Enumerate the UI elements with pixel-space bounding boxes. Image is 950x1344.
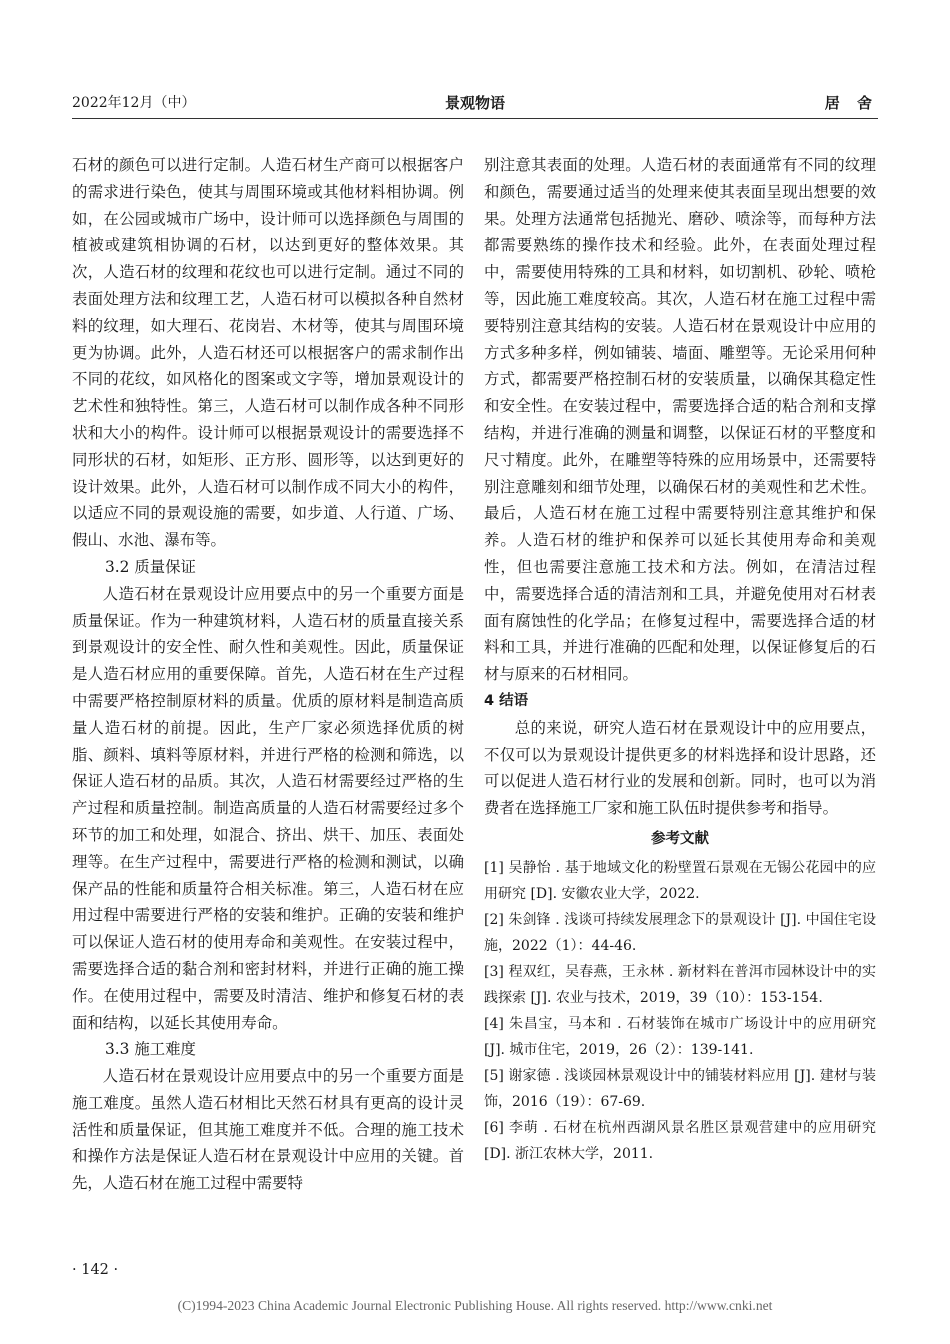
journal-title: 景观物语 bbox=[444, 94, 505, 112]
reference-item: [2] 朱剑锋 . 浅谈可持续发展理念下的景观设计 [J]. 中国住宅设施，2022（1）：44-46. bbox=[484, 911, 876, 954]
section-heading-4: 4 结语 bbox=[484, 692, 529, 709]
reference-item: [4] 朱昌宝，马本和 . 石材装饰在城市广场设计中的应用研究 [J]. 城市住宅，2019，26（2）：139-141. bbox=[484, 1015, 876, 1058]
reference-item: [1] 吴静怡 . 基于地域文化的粉壁置石景观在无锡公花园中的应用研究 [D]. 安徽农业大学，2022. bbox=[484, 859, 876, 902]
body-paragraph: 石材的颜色可以进行定制。人造石材生产商可以根据客户的需求进行染色，使其与周围环境或其他材料相协调。例如，在公园或城市广场中，设计师可以选择颜色与周围的植被或建筑相协调的石材，以达到更好的整体效果。其次，人造石材的纹理和花纹也可以进行定制。通过不同的表面处理方法和纹理工艺，人造石材可以模拟各种自然材料的纹理，如大理石、花岗岩、木材等，使其与周围环境更为协调。此外，人造石材还可以根据客户的需求制作出不同的花纹，如风格化的图案或文字等，增加景观设计的艺术性和独特性。第三，人造石材可以制作成各种不同形状和大小的构件。设计师可以根据景观设计的需要选择不同形状的石材，如矩形、正方形、圆形等，以达到更好的设计效果。此外，人造石材可以制作成不同大小的构件，以适应不同的景观设施的需要，如步道、人行道、广场、假山、水池、瀑布等。 bbox=[72, 156, 464, 550]
body-paragraph: 人造石材在景观设计应用要点中的另一个重要方面是质量保证。作为一种建筑材料，人造石材的质量直接关系到景观设计的安全性、耐久性和美观性。因此，质量保证是人造石材应用的重要保障。首先，人造石材在生产过程中需要严格控制原材料的质量。优质的原材料是制造高质量人造石材的前提。因此，生产厂家必须选择优质的树脂、颜料、填料等原材料，并进行严格的检测和筛选，以保证人造石材的品质。其次，人造石材需要经过严格的生产过程和质量控制。制造高质量的人造石材需要经过多个环节的加工和处理，如混合、挤出、烘干、加压、表面处理等。在生产过程中，需要进行严格的检测和测试，以确保产品的性能和质量符合相关标准。第三，人造石材在应用过程中需要进行严格的安装和维护。正确的安装和维护可以保证人造石材的使用寿命和美观性。在安装过程中，需要选择合适的黏合剂和密封材料，并进行正确的施工操作。在使用过程中，需要及时清洁、维护和修复石材的表面和结构，以延长其使用寿命。 bbox=[72, 584, 464, 1032]
left-column bbox=[72, 152, 464, 1197]
page-number: · 142 · bbox=[72, 1262, 119, 1278]
reference-item: [3] 程双红，吴春燕，王永林 . 新材料在普洱市园林设计中的实践探索 [J]. 农业与技术，2019，39（10）：153-154. bbox=[484, 963, 876, 1006]
reference-item: [6] 李萌 . 石材在杭州西湖风景名胜区景观营建中的应用研究 [D]. 浙江农林大学，2011. bbox=[484, 1119, 876, 1162]
reference-item: [5] 谢家德 . 浅谈园林景观设计中的铺装材料应用 [J]. 建材与装饰，2016（19）：67-69. bbox=[484, 1067, 876, 1110]
right-column bbox=[484, 152, 876, 1167]
issue-date: 2022年12月（中） bbox=[72, 95, 196, 111]
section-heading-3-2: 3.2 质量保证 bbox=[105, 557, 196, 576]
running-header bbox=[72, 92, 878, 114]
references-title: 参考文献 bbox=[651, 830, 709, 847]
copyright-line: (C)1994-2023 China Academic Journal Electronic Publishing House. All rights reserved. http://www.cnki.net bbox=[177, 1298, 773, 1313]
conclusion-paragraph: 总的来说，研究人造石材在景观设计中的应用要点，不仅可以为景观设计提供更多的材料选择和设计思路，还可以促进人造石材行业的发展和创新。同时，也可以为消费者在选择施工厂家和施工队伍时提供参考和指导。 bbox=[484, 718, 876, 818]
section-label: 居 舍 bbox=[824, 94, 878, 112]
body-paragraph: 人造石材在景观设计应用要点中的另一个重要方面是施工难度。虽然人造石材相比天然石材具有更高的设计灵活性和质量保证，但其施工难度并不低。合理的施工技术和操作方法是保证人造石材在景观设计中应用的关键。首先，人造石材在施工过程中需要特 bbox=[72, 1067, 464, 1193]
header-rule bbox=[72, 118, 878, 119]
body-paragraph: 别注意其表面的处理。人造石材的表面通常有不同的纹理和颜色，需要通过适当的处理来使其表面呈现出想要的效果。处理方法通常包括抛光、磨砂、喷涂等，而每种方法都需要熟练的操作技术和经验。此外，在表面处理过程中，需要使用特殊的工具和材料，如切割机、砂轮、喷枪等，因此施工难度较高。其次，人造石材在施工过程中需要特别注意其结构的安装。人造石材在景观设计中应用的方式多种多样，例如铺装、墙面、雕塑等。无论采用何种方式，都需要严格控制石材的安装质量，以确保其稳定性和安全性。在安装过程中，需要选择合适的粘合剂和支撑结构，并进行准确的测量和调整，以保证石材的平整度和尺寸精度。此外，在雕塑等特殊的应用场景中，还需要特别注意雕刻和细节处理，以确保石材的美观性和艺术性。最后，人造石材在施工过程中需要特别注意其维护和保养。人造石材的维护和保养可以延长其使用寿命和美观性，但也需要注意施工技术和方法。例如，在清洁过程中，需要选择合适的清洁剂和工具，并避免使用对石材表面有腐蚀性的化学品；在修复过程中，需要选择合适的材料和工具，并进行准确的匹配和处理，以保证修复后的石材与原来的石材相同。 bbox=[484, 156, 876, 684]
section-heading-3-3: 3.3 施工难度 bbox=[105, 1040, 196, 1059]
